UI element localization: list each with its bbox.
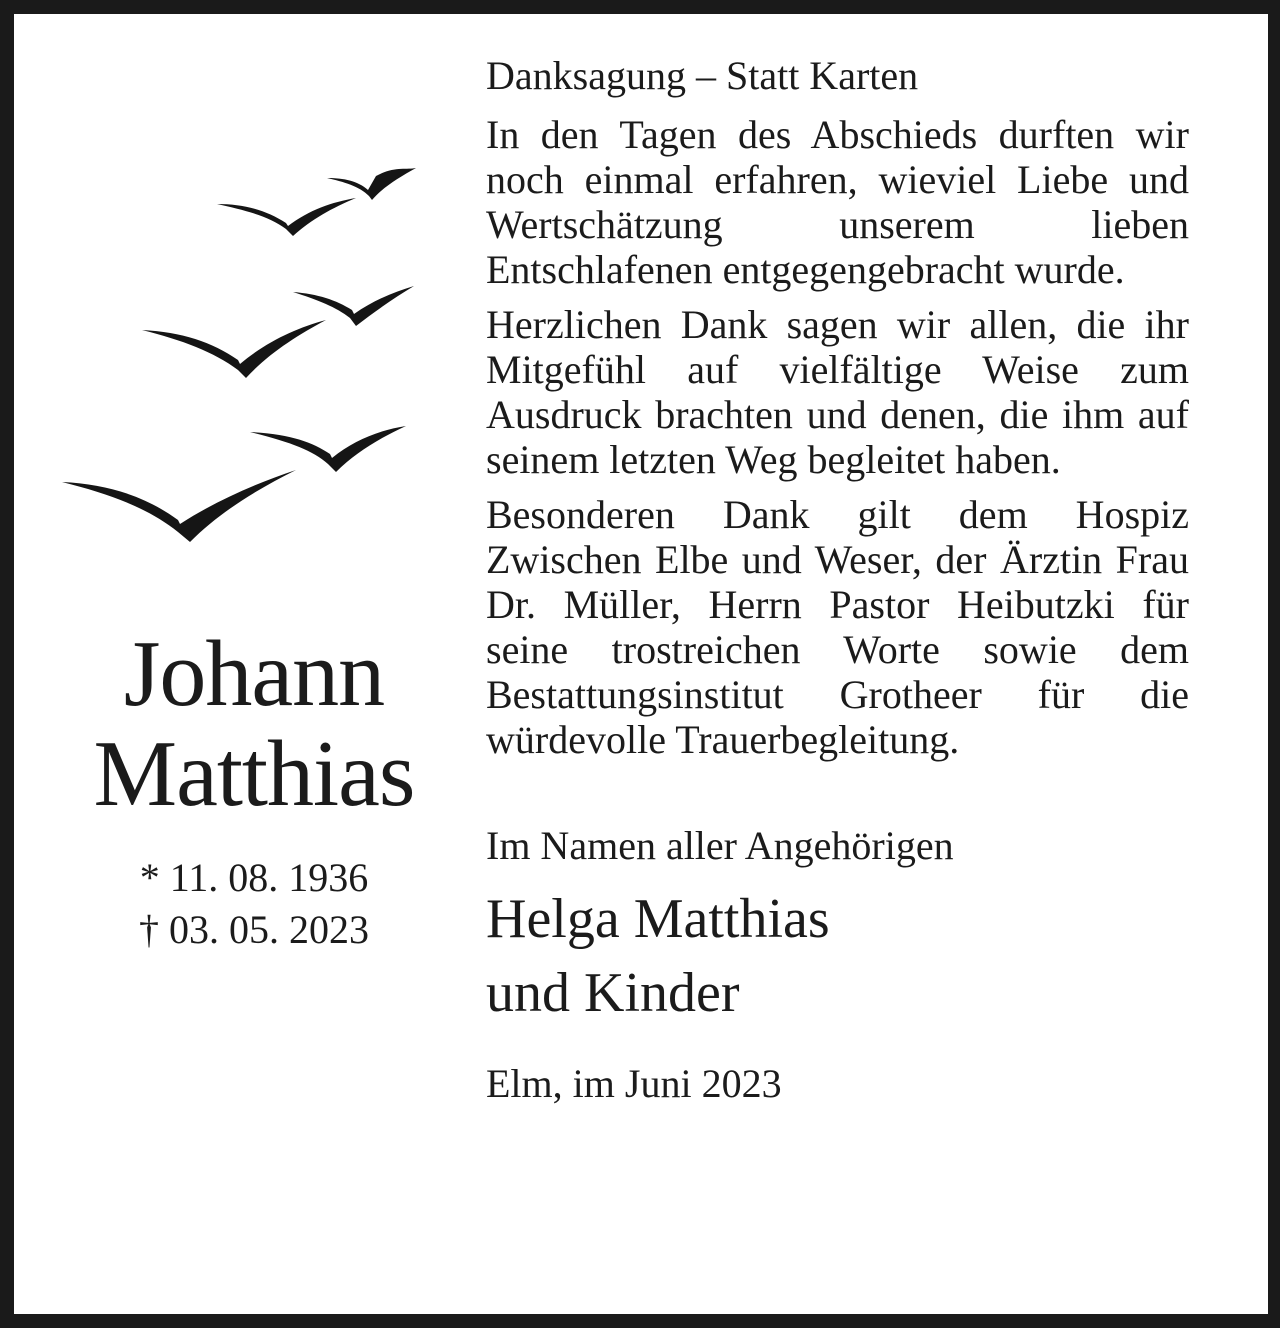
bird-icon [327, 168, 416, 200]
family-name-children: und Kinder [486, 962, 740, 1024]
flying-birds-icon [14, 14, 494, 614]
bird-icon [217, 198, 356, 236]
deceased-name [34, 624, 474, 824]
life-dates [34, 852, 474, 956]
place-date: Elm, im Juni 2023 [486, 1061, 782, 1106]
deceased-last-name: Matthias [93, 722, 415, 826]
deceased-first-name: Johann [123, 622, 385, 726]
notice-paragraph: Herzlichen Dank sagen wir allen, die ihr Mitgefühl auf vielfältige Weise zum Ausdruck brachten und denen, die ihm auf seinem letzten Weg begleitet haben. [486, 302, 1189, 482]
bird-icon [142, 320, 326, 378]
bird-icon [293, 286, 414, 326]
death-date: † 03. 05. 2023 [139, 907, 369, 952]
notice-paragraph: In den Tagen des Abschieds durften wir noch einmal erfahren, wieviel Liebe und Wertschätzung unserem lieben Entschlafenen entgegengebracht wurde. [486, 112, 1189, 292]
notice-heading: Danksagung – Statt Karten [486, 53, 919, 98]
obituary-card [14, 14, 1268, 1314]
deceased-block [34, 624, 474, 956]
notice-paragraph: Besonderen Dank gilt dem Hospiz Zwischen Elbe und Weser, der Ärztin Frau Dr. Müller, Herrn Pastor Heibutzki für seine trostreichen Worte sowie dem Bestattungsinstitut Grotheer für die würdevolle Trauerbegleitung. [486, 492, 1189, 762]
signoff-text: Im Namen aller Angehörigen [486, 823, 954, 868]
birth-date: * 11. 08. 1936 [139, 855, 369, 900]
notice-text [486, 54, 1189, 1106]
bird-icon [62, 470, 296, 542]
family-name: Helga Matthias [486, 888, 830, 950]
bird-icon [250, 426, 406, 472]
